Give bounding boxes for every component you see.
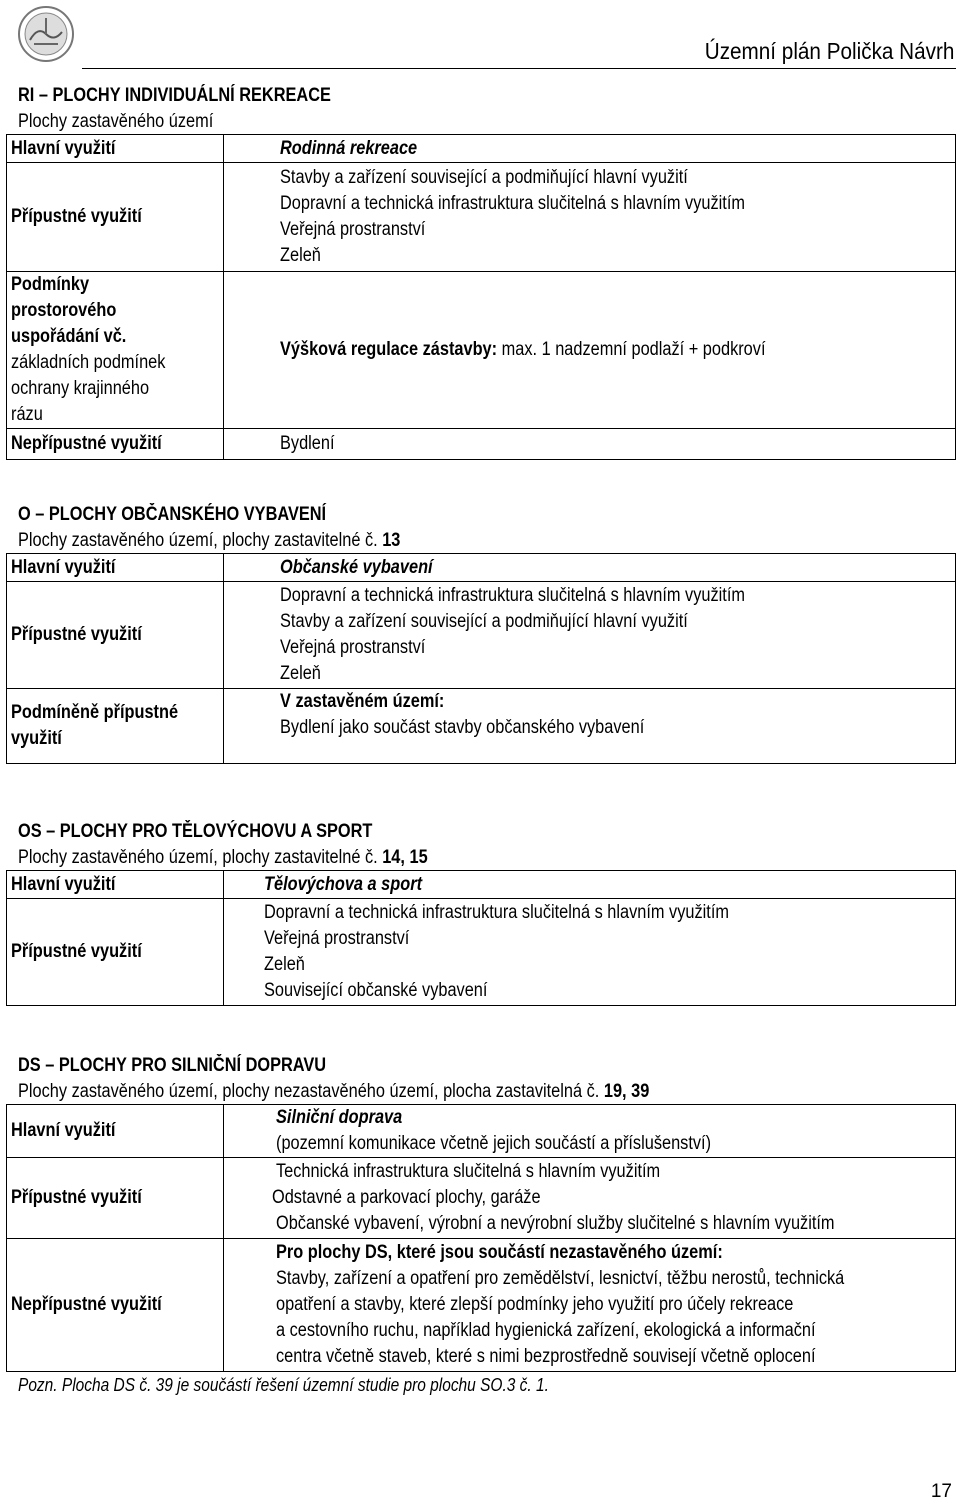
row-hlavni (7, 871, 956, 899)
polička-crest-logo (16, 4, 76, 64)
label-hlavni: Hlavní využití (7, 871, 224, 899)
label-hlavni: Hlavní využití (7, 1105, 224, 1158)
row-pripustne (7, 899, 956, 1006)
row-nepripustne (7, 429, 956, 460)
rules-table (6, 870, 956, 1006)
list-item: Stavby a zařízení související a podmiňující hlavní využití (280, 167, 688, 188)
label-pripustne: Přípustné využití (7, 582, 224, 689)
value-pripustne (224, 899, 956, 1006)
list-item: Veřejná prostranství (280, 219, 426, 240)
value-hlavni: Rodinná rekreace (224, 135, 956, 163)
list-item: Zeleň (264, 954, 305, 975)
document-title: Územní plán Polička Návrh (704, 38, 954, 64)
value-hlavni: Tělovýchova a sport (224, 871, 956, 899)
list-item: Dopravní a technická infrastruktura slučitelná s hlavním využitím (280, 585, 745, 606)
row-nepripustne (7, 1239, 956, 1372)
list-item: Veřejná prostranství (280, 637, 426, 658)
row-pripustne (7, 1158, 956, 1239)
row-podminky (7, 272, 956, 429)
section-subtitle: Plochy zastavěného území (18, 111, 214, 132)
value-hlavni: Občanské vybavení (224, 554, 956, 582)
value-podminene: V zastavěném území: Bydlení jako součást stavby občanského vybavení (224, 689, 956, 764)
list-item: Zeleň (280, 663, 321, 684)
section-ri (6, 83, 956, 460)
label-hlavni: Hlavní využití (7, 135, 224, 163)
list-item: Dopravní a technická infrastruktura slučitelná s hlavním využitím (280, 193, 745, 214)
label-podminene: Podmíněně přípustné využití (7, 689, 224, 764)
list-item: a cestovního ruchu, například hygienická zařízení, ekologická a informační (276, 1320, 816, 1341)
list-item: Občanské vybavení, výrobní a nevýrobní služby slučitelné s hlavním využitím (276, 1213, 835, 1234)
row-hlavni (7, 1105, 956, 1158)
section-title: DS – PLOCHY PRO SILNIČNÍ DOPRAVU (18, 1055, 327, 1076)
value-nepripustne: Bydlení (224, 429, 956, 460)
list-item: Dopravní a technická infrastruktura slučitelná s hlavním využitím (264, 902, 729, 923)
row-pripustne (7, 582, 956, 689)
section-ds (6, 1053, 956, 1398)
label-nepripustne: Nepřípustné využití (7, 1239, 224, 1372)
footnote: Pozn. Plocha DS č. 39 je součástí řešení územní studie pro plochu SO.3 č. 1. (18, 1375, 549, 1395)
value-podminky (224, 272, 956, 429)
height-regulation-label: Výšková regulace zástavby: (280, 339, 498, 360)
value-pripustne (224, 163, 956, 272)
row-hlavni (7, 135, 956, 163)
section-title: RI – PLOCHY INDIVIDUÁLNÍ REKREACE (18, 85, 331, 106)
label-pripustne: Přípustné využití (7, 163, 224, 272)
list-item: Zeleň (280, 245, 321, 266)
section-subtitle: Plochy zastavěného území, plochy zastavitelné č. 13 (18, 530, 401, 551)
row-hlavni (7, 554, 956, 582)
value-hlavni: Silniční doprava (pozemní komunikace včetně jejich součástí a příslušenství) (224, 1105, 956, 1158)
list-item: Stavby, zařízení a opatření pro zemědělství, lesnictví, těžbu nerostů, technická (276, 1268, 845, 1289)
label-podminky: Podmínky prostorového uspořádání vč. základních podmínek ochrany krajinného rázu (7, 272, 224, 429)
header-divider (82, 68, 956, 69)
section-title: OS – PLOCHY PRO TĚLOVÝCHOVU A SPORT (18, 821, 373, 842)
list-item: Stavby a zařízení související a podmiňující hlavní využití (280, 611, 688, 632)
label-pripustne: Přípustné využití (7, 899, 224, 1006)
value-pripustne (224, 582, 956, 689)
row-podminene (7, 689, 956, 764)
rules-table (6, 134, 956, 460)
section-subtitle: Plochy zastavěného území, plochy nezastavěného území, plocha zastavitelná č. 19, 39 (18, 1081, 650, 1102)
page-number: 17 (930, 1481, 952, 1502)
list-item: Odstavné a parkovací plochy, garáže (272, 1187, 541, 1208)
section-subtitle: Plochy zastavěného území, plochy zastavitelné č. 14, 15 (18, 847, 428, 868)
list-item: Technická infrastruktura slučitelná s hlavním využitím (276, 1161, 661, 1182)
value-nepripustne: Pro plochy DS, které jsou součástí nezastavěného území: Stavby, zařízení a opatření pro zemědělství, lesnictví, těžbu nerostů, technická opatření a stavby, které zlepší podmínky jeho využití pro účely rekreace a cestovního ruchu, například hygienická zařízení, ekologická a informační centra včetně staveb, které s nimi bezprostředně souvisejí včetně oplocení (224, 1239, 956, 1372)
label-nepripustne: Nepřípustné využití (7, 429, 224, 460)
height-regulation-text: max. 1 nadzemní podlaží + podkroví (497, 339, 766, 360)
section-o (6, 502, 956, 764)
section-title: O – PLOCHY OBČANSKÉHO VYBAVENÍ (18, 504, 327, 525)
list-item: Související občanské vybavení (264, 980, 488, 1001)
row-pripustne (7, 163, 956, 272)
section-os (6, 819, 956, 1006)
list-item: Veřejná prostranství (264, 928, 410, 949)
rules-table (6, 553, 956, 764)
value-pripustne (224, 1158, 956, 1239)
rules-table (6, 1104, 956, 1372)
label-hlavni: Hlavní využití (7, 554, 224, 582)
list-item: opatření a stavby, které zlepší podmínky jeho využití pro účely rekreace (276, 1294, 794, 1315)
list-item: centra včetně staveb, které s nimi bezprostředně souvisejí včetně oplocení (276, 1346, 816, 1367)
label-pripustne: Přípustné využití (7, 1158, 224, 1239)
